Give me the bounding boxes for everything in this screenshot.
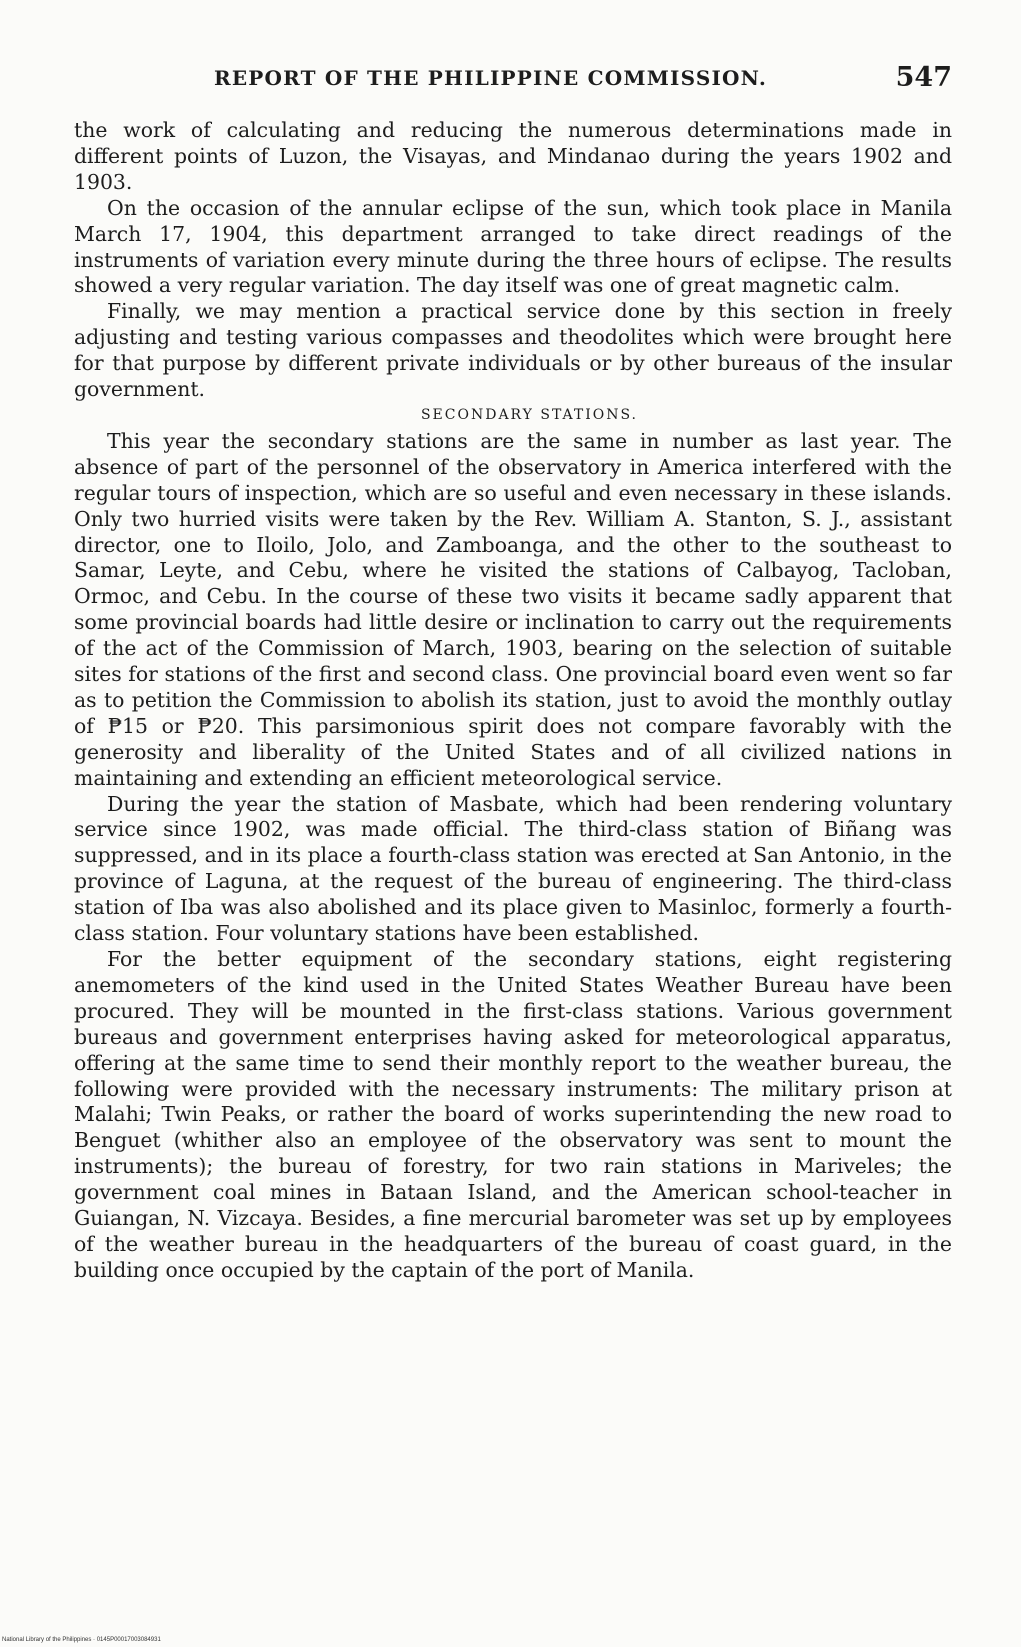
paragraph: This year the secondary stations are the same in number as last year. The absence of part of the personnel of the observatory in America interfered with the regular tours of inspection, which are so useful and even necessary in these islands. Only two hurried visits were taken by the Rev. William A. Stanton, S. J., assistant director, one to Iloilo, Jolo, and Zamboanga, and the other to the southeast to Samar, Leyte, and Cebu, where he visited the stations of Calbayog, Tacloban, Ormoc, and Cebu. In the course of these two visits it became sadly apparent that some provincial boards had little desire or inclination to carry out the requirements of the act of the Commission of March, 1903, bearing on the selection of suitable sites for stations of the first and second class. One provincial board even went so far as to petition the Commission to abolish its station, just to avoid the monthly outlay of ₱15 or ₱20. This parsimonious spirit does not compare favorably with the generosity and liberality of the United States and of all civilized nations in maintaining and extending an efficient meteorological service. <box>74 428 952 790</box>
section-heading: SECONDARY STATIONS. <box>420 406 639 423</box>
body-text <box>74 118 952 1284</box>
page-number: 547 <box>895 62 952 93</box>
paragraph: the work of calculating and reducing the numerous determinations made in different points of Luzon, the Visayas, and Mindanao during the years 1902 and 1903. <box>74 118 952 194</box>
paragraph: On the occasion of the annular eclipse of the sun, which took place in Manila March 17, 1904, this department arranged to take direct readings of the instruments of variation every minute during the three hours of eclipse. The results showed a very regular variation. The day itself was one of great magnetic calm. <box>74 195 952 298</box>
paragraph: During the year the station of Masbate, which had been rendering voluntary service since 1902, was made official. The third-class station of Biñang was suppressed, and in its place a fourth-class station was erected at San Antonio, in the province of Laguna, at the request of the bureau of engineering. The third-class station of Iba was also abolished and its place given to Masinloc, formerly a fourth-class station. Four voluntary stations have been established. <box>74 791 952 946</box>
page-header <box>74 62 952 98</box>
paragraph: For the better equipment of the secondary stations, eight registering anemometers of the kind used in the United States Weather Bureau have been procured. They will be mounted in the first-class stations. Various government bureaus and government enterprises having asked for meteorological apparatus, offering at the same time to send their monthly report to the weather bureau, the following were provided with the necessary instruments: The military prison at Malahi; Twin Peaks, or rather the board of works superintending the new road to Benguet (whither also an employee of the observatory was sent to mount the instruments); the bureau of forestry, for two rain stations in Mariveles; the government coal mines in Bataan Island, and the American school-teacher in Guiangan, N. Vizcaya. Besides, a fine mercurial barometer was set up by employees of the weather bureau in the headquarters of the bureau of coast guard, in the building once occupied by the captain of the port of Manila. <box>74 947 952 1282</box>
scan-credit: National Library of the Philippines · 0145P00017003084931 <box>2 1637 161 1643</box>
paragraph: Finally, we may mention a practical service done by this section in freely adjusting and testing various compasses and theodolites which were brought here for that purpose by different private individuals or by other bureaus of the insular government. <box>74 299 952 402</box>
running-title: REPORT OF THE PHILIPPINE COMMISSION. <box>214 66 768 90</box>
